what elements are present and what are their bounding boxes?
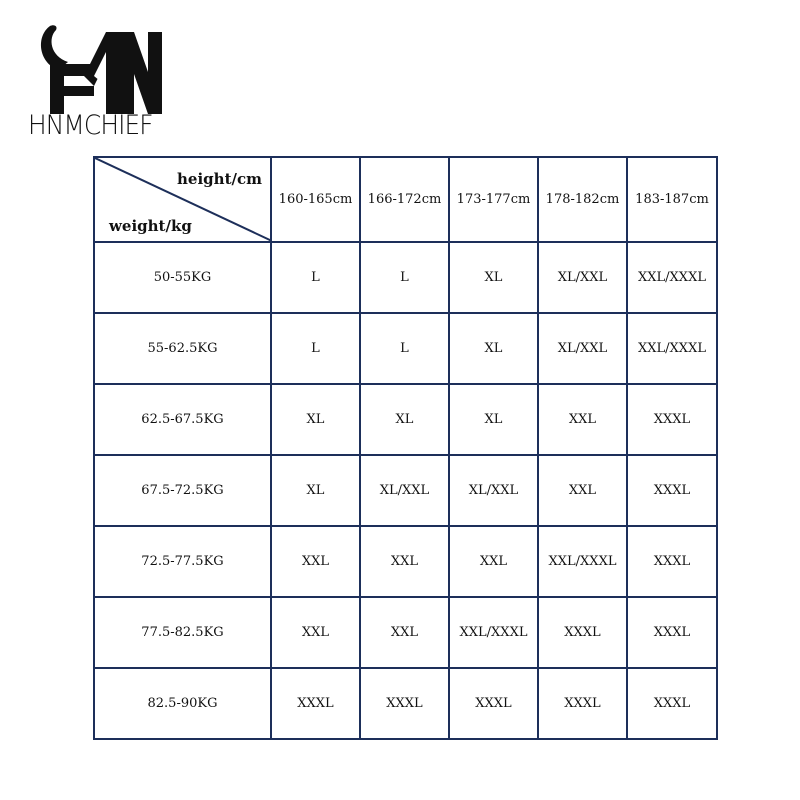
size-cell: XXXL — [627, 597, 717, 668]
table-row — [94, 597, 717, 668]
size-cell: XXL — [271, 526, 360, 597]
size-cell: XL — [271, 455, 360, 526]
weight-axis-label: weight/kg — [109, 217, 192, 235]
size-cell: XXL — [271, 597, 360, 668]
weight-cell: 62.5-67.5KG — [94, 384, 271, 455]
table-row — [94, 384, 717, 455]
size-cell: XXL/XXXL — [627, 242, 717, 313]
size-cell: XXL — [538, 455, 627, 526]
size-cell: XXXL — [627, 455, 717, 526]
size-cell: XXL/XXXL — [538, 526, 627, 597]
table-row — [94, 526, 717, 597]
weight-cell: 82.5-90KG — [94, 668, 271, 739]
header-row — [94, 157, 717, 242]
size-cell: XL — [449, 384, 538, 455]
size-cell: XXXL — [271, 668, 360, 739]
table-row — [94, 313, 717, 384]
size-cell: XXL — [360, 597, 449, 668]
size-cell: XXL — [538, 384, 627, 455]
size-cell: XL/XXL — [538, 313, 627, 384]
size-cell: XXL — [449, 526, 538, 597]
size-cell: XXXL — [360, 668, 449, 739]
size-cell: XXXL — [538, 668, 627, 739]
size-cell: L — [271, 242, 360, 313]
size-cell: XL — [449, 313, 538, 384]
height-column-header: 173-177cm — [449, 157, 538, 242]
size-cell: L — [360, 313, 449, 384]
weight-cell: 77.5-82.5KG — [94, 597, 271, 668]
size-cell: XL — [449, 242, 538, 313]
weight-cell: 72.5-77.5KG — [94, 526, 271, 597]
size-chart-table — [93, 156, 718, 740]
weight-cell: 67.5-72.5KG — [94, 455, 271, 526]
height-column-header: 166-172cm — [360, 157, 449, 242]
table-row — [94, 455, 717, 526]
brand-name: HNMCHIEF — [28, 110, 153, 141]
size-cell: L — [360, 242, 449, 313]
size-cell: XXL/XXXL — [449, 597, 538, 668]
size-cell: XL/XXL — [538, 242, 627, 313]
table-row — [94, 668, 717, 739]
cat-logo-icon — [28, 22, 178, 114]
size-cell: XXL — [360, 526, 449, 597]
height-column-header: 160-165cm — [271, 157, 360, 242]
size-cell: XL/XXL — [449, 455, 538, 526]
size-cell: L — [271, 313, 360, 384]
weight-cell: 55-62.5KG — [94, 313, 271, 384]
height-axis-label: height/cm — [177, 170, 262, 188]
size-cell: XXXL — [627, 384, 717, 455]
size-cell: XXXL — [449, 668, 538, 739]
height-column-header: 183-187cm — [627, 157, 717, 242]
corner-header-cell — [94, 157, 271, 242]
height-column-header: 178-182cm — [538, 157, 627, 242]
size-cell: XL — [360, 384, 449, 455]
size-cell: XXL/XXXL — [627, 313, 717, 384]
size-cell: XL — [271, 384, 360, 455]
table-row — [94, 242, 717, 313]
size-cell: XXXL — [538, 597, 627, 668]
size-cell: XL/XXL — [360, 455, 449, 526]
size-cell: XXXL — [627, 526, 717, 597]
size-cell: XXXL — [627, 668, 717, 739]
weight-cell: 50-55KG — [94, 242, 271, 313]
